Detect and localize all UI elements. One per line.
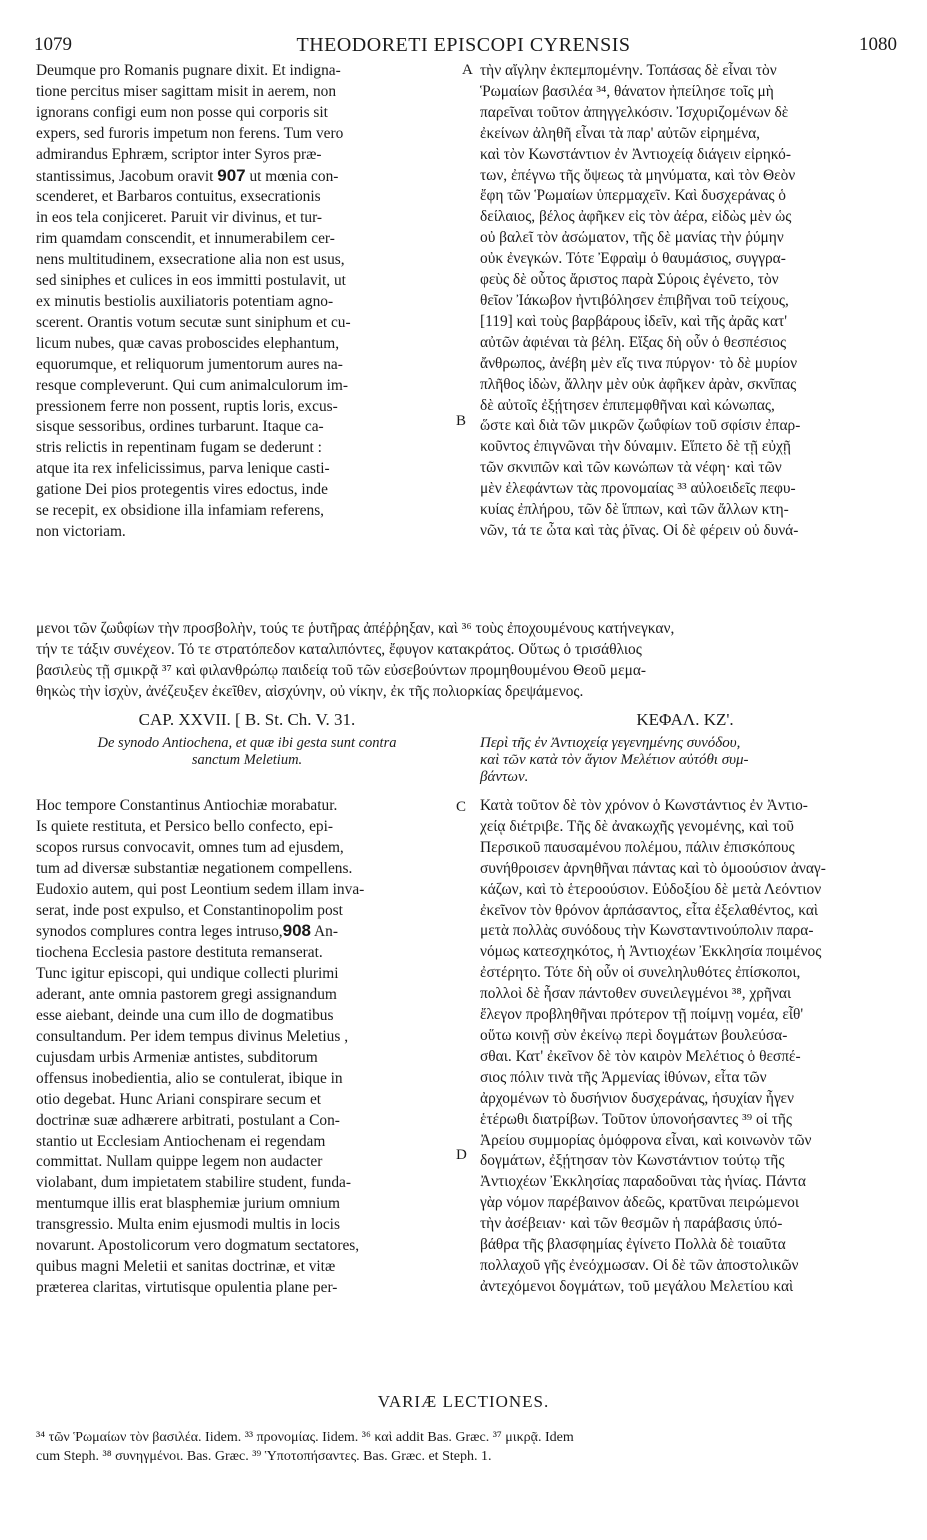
text-line: Κατὰ τοῦτον δὲ τὸν χρόνον ὁ Κωνστάντιος ἐν Ἀντιο- <box>480 797 808 814</box>
text-line: Ἀρείου συμμορίας ὁμόφρονα εἶναι, καὶ κοινωνὸν τῶν <box>480 1131 812 1149</box>
text-line: transgressio. Multa enim ejusmodi multis in locis <box>36 1216 340 1234</box>
text-line: nens multitudinem, exsecratione alia non est usus, <box>36 251 345 269</box>
subtitle-line: καὶ τῶν κατὰ τὸν ἅγιον Μελέτιον αὐτόθι συμ- <box>480 752 749 768</box>
latin-chapter-heading: CAP. XXVII. [ B. St. Ch. V. 31. <box>138 710 356 729</box>
latin-column-bottom <box>36 796 458 1299</box>
text-segment: ut mœnia con- <box>245 167 339 185</box>
text-segment: stantissimus, Jacobum oravit <box>36 167 218 185</box>
text-line: μενοι τῶν ζωΰφίων τὴν προσβολὴν, τούς τε ῥυτῆρας ἀπέῤῥηξαν, καὶ ³⁶ τοὺς ἐποχουμένους κατήνεγκαν, <box>36 620 675 637</box>
text-line: otio degebat. Hunc Ariani conspirare secum et <box>36 1090 322 1108</box>
column-number-marker: 908 <box>282 921 312 941</box>
margin-letter-b: B <box>456 413 467 429</box>
text-line: ἄνθρωπος, ἀνέβη μὲν εἴς τινα πύργον· τὸ δὲ μυρίον <box>480 354 798 372</box>
text-segment: An- <box>311 923 338 941</box>
text-line: Hoc tempore Constantinus Antiochiæ morabatur. <box>36 797 338 814</box>
text-line: tione percitus miser sagittam misit in aerem, non <box>36 82 337 100</box>
subtitle-line: sanctum Meletium. <box>191 752 303 768</box>
text-line: ἔλεγον προβληθῆναι πρότερον τῇ ποίμνῃ νομέα, εἶθ' <box>480 1006 804 1024</box>
text-line: Is quiete restituta, et Persico bello confecto, epi- <box>36 817 334 835</box>
text-line: aderant, ante omnia pastorem gregi assignandum <box>36 986 337 1004</box>
text-line: equorumque, et reliquorum jumentorum aures na- <box>36 355 343 373</box>
text-line: ἑτέρωθι διατρίβων. Τοῦτον ὑπονοήσαντες ³⁹ οἱ τῆς <box>480 1110 792 1128</box>
text-line: βάθρα τῆς βλασφημίας ἐγίνετο Πολλὰ δὲ τοιαῦτα <box>480 1236 786 1254</box>
text-line: μετὰ πολλὰς συνόδους τὴν Κωνσταντινούπολιν παρα- <box>480 922 814 940</box>
text-line: δὲ αὐτοῖς ἐξῄτησεν ἐπιπεμφθῆναι καὶ κώνωπας, <box>480 396 775 414</box>
text-line: σιος πόλιν τινὰ τῆς Ἀρμενίας ἰθύνων, εἶτα τῶν <box>480 1068 767 1086</box>
column-number-marker: 907 <box>217 165 246 185</box>
text-line: καὶ τὸν Κωνστάντιον ἐν Ἀντιοχείᾳ διάγειν εἰρηκό- <box>480 145 792 163</box>
variae-lectiones-notes <box>36 1428 896 1466</box>
text-line: esse aiebant, deinde una cum illo de dogmatibus <box>36 1007 334 1025</box>
text-line: κοῦντος ἐπιγνῶναι τὴν δύναμιν. Εἵπετο δὲ τῇ εὐχῇ <box>480 438 791 456</box>
note-line: ³⁴ τῶν Ῥωμαίων τὸν βασιλέα. Iidem. ³³ προνομίας. Iidem. ³⁶ καὶ addit Bas. Græc. ³⁷ μικρᾷ. Idem <box>36 1430 574 1445</box>
text-line: gatione Dei pios protegentis vires edoctus, inde <box>36 481 328 499</box>
text-line: se recepit, ex obsidione illa infamiam referens, <box>36 502 325 520</box>
text-line: resque compleverunt. Qui cum animalculorum im- <box>36 376 348 394</box>
text-line: παρεῖναι τοῦτον ἀπηγγελκόσιν. Ἰσχυριζομένων δὲ <box>480 103 789 121</box>
text-line: Περσικοῦ παυσαμένου πολέμου, πάλιν ἐπισκόπους <box>480 838 795 856</box>
text-line: novarunt. Apostolicorum vero dogmatum sectatores, <box>36 1237 360 1255</box>
text-line: πολλαχοῦ γῆς ἐνεόχμωσαν. Οἱ δὲ τῶν ἀποστολικῶν <box>480 1256 799 1274</box>
latin-chapter-subtitle <box>36 735 458 769</box>
text-line: præterea claritas, virtutisque opulentia plane per- <box>36 1278 338 1296</box>
text-line: κυίας ἐπλήρου, τῶν δὲ ἵππων, καὶ τῶν ἄλλων κτη- <box>480 501 789 519</box>
text-line: των, ἐπέγνω τῆς ὄψεως τὰ μηνύματα, καὶ τὸν Θεὸν <box>480 166 796 184</box>
page-number-right: 1080 <box>859 34 897 55</box>
text-line: σθαι. Κατ' ἐκεῖνον δὲ τὸν καιρὸν Μελέτιος ὁ θεσπέ- <box>480 1047 801 1065</box>
text-line: Tunc igitur episcopi, qui undique collecti plurimi <box>36 965 339 983</box>
text-line: γὰρ νόμον παρέβαινον ἀδεῶς, κρατῦναι πειρώμενοι <box>480 1194 799 1212</box>
text-line: consultandum. Per idem tempus divinus Meletius , <box>36 1027 349 1045</box>
subtitle-line: βάντων. <box>480 769 529 785</box>
text-line: φεὺς δὲ οὗτος ἄριστος παρὰ Σύροις ἐγένετο, τὸν <box>480 271 779 289</box>
text-line: in eos tela conjiceret. Paruit vir divinus, et tur- <box>36 209 323 227</box>
text-line: ἔφη τῶν Ῥωμαίων ὑπερμαχεῖν. Καὶ δυσχεράνας ὁ <box>480 187 786 205</box>
text-line: Deumque pro Romanis pugnare dixit. Et indigna- <box>36 62 341 79</box>
latin-column-top <box>36 61 458 543</box>
text-line: δείλαιος, βέλος ἀφῆκεν εἰς τὸν ἀέρα, εἰδὼς μὲν ὡς <box>480 208 792 226</box>
text-line-with-marker <box>36 166 458 188</box>
greek-column-bottom <box>480 796 890 1298</box>
text-line: expers, sed furoris impetum non ferens. Tum vero <box>36 124 344 142</box>
text-line: stantio ut Ecclesiam Antiochenam ei regendam <box>36 1132 326 1150</box>
text-line: scerent. Orantis votum secutæ sunt siniphum et cu- <box>36 313 351 331</box>
text-line: Eudoxio autem, qui post Leontium sedem illam inva- <box>36 880 365 898</box>
text-line: rim quamdam conscendit, et innumerabilem cer- <box>36 230 335 248</box>
text-line: θηκὼς τὴν ἰσχὺν, ἀνέζευξεν ἐκεῖθεν, αἰσχύνην, οὐ νίκην, ἐκ τῆς πολιορκίας δρεψάμενος. <box>36 682 584 700</box>
text-line: τῶν σκνιπῶν καὶ τῶν κωνώπων τὰ νέφη· καὶ τῶν <box>480 459 782 477</box>
text-line: violabant, dum impietatem stabilire student, funda- <box>36 1174 352 1192</box>
text-line-with-marker <box>36 921 458 943</box>
text-line: [119] καὶ τοὺς βαρβάρους ἰδεῖν, καὶ τῆς ἀρᾶς κατ' <box>480 312 788 330</box>
text-line: δογμάτων, ἐξῄτησαν τὸν Κωνστάντιον τούτῳ τῆς <box>480 1152 785 1170</box>
subtitle-line: Περὶ τῆς ἐν Ἀντιοχείᾳ γεγενημένης συνόδου, <box>480 735 741 751</box>
text-line: αὐτῶν ἀφιέναι τὰ βέλη. Εἴξας δὴ οὖν ὁ θεσπέσιος <box>480 333 787 351</box>
text-line: sisque sessoribus, ordines turbarunt. Itaque ca- <box>36 418 324 436</box>
page-number-left: 1079 <box>34 34 72 55</box>
text-line: tum ad diversæ substantiæ negationem compellens. <box>36 859 353 877</box>
text-line: Ῥωμαίων βασιλέα ³⁴, θάνατον ἠπείλησε τοῖς μὴ <box>480 82 774 100</box>
text-line: θεῖον Ἰάκωβον ἠντιβόλησεν ἐπιβῆναι τοῦ τείχους, <box>480 291 789 309</box>
text-line: ὥστε καὶ διὰ τῶν μικρῶν ζωΰφίων τοῦ σφίσιν ἐπαρ- <box>480 417 801 435</box>
text-line: νῶν, τά τε ὦτα καὶ τὰς ῥῖνας. Οἱ δὲ φέρειν οὐ δυνά- <box>480 521 799 539</box>
text-line: offensus inobedientia, alio se contulerat, ibique in <box>36 1069 343 1087</box>
text-line: admirandus Ephræm, scriptor inter Syros præ- <box>36 145 322 163</box>
text-line: sed siniphes et culices in eos immitti postulavit, ut <box>36 272 346 290</box>
greek-chapter-heading: ΚΕΦΑΛ. ΚΖ'. <box>636 710 734 729</box>
text-line: τήν τε τάξιν συνέχεον. Τό τε στρατόπεδον καταλιπόντες, ἔφυγον κατακράτος. Οὕτως ὁ τρισάθλιος <box>36 640 642 658</box>
text-line: πλῆθος ἰδὼν, ἄλλην μὲν οὐκ ἀφῆκεν ἀρὰν, σκνῖπας <box>480 375 797 393</box>
text-line: οὐ βαλεῖ τὸν ἀσώματον, τῆς δὲ μανίας τὴν ῥύμην <box>480 229 784 247</box>
margin-letter-a: A <box>462 62 473 78</box>
text-line: scenderet, et Barbaros contuitus, exsecrationis <box>36 188 321 206</box>
text-line: non victoriam. <box>36 522 126 540</box>
text-line: stris relictis in repentinam fugam se dederunt : <box>36 439 322 457</box>
text-line: χείᾳ διέτριβε. Τῆς δὲ ἀνακωχῆς γενομένης, καὶ τοῦ <box>480 817 794 835</box>
text-line: Ἀντιοχέων Ἐκκλησίας παραδοῦναι τὰς ἡνίας. Πάντα <box>480 1173 806 1191</box>
variae-lectiones-heading: VARIÆ LECTIONES. <box>377 1392 550 1411</box>
text-line: νόμως κατεσχηκότος, ἡ Ἀντιοχέων Ἐκκλησία ποιμένος <box>480 943 822 961</box>
text-line: licum nubes, quæ cavas proboscides elephantum, <box>36 334 340 352</box>
note-line: cum Steph. ³⁸ συνηγμένοι. Bas. Græc. ³⁹ Ὑποτοπήσαντες. Bas. Græc. et Steph. 1. <box>36 1449 492 1464</box>
text-line: τὴν ἀσέβειαν· καὶ τῶν θεσμῶν ἡ παράβασις ὑπό- <box>480 1215 783 1233</box>
text-line: οὕτω κοινῇ σὺν ἐκείνῳ περὶ δογμάτων βουλεύσα- <box>480 1026 788 1044</box>
text-line: ἐκεῖνον τὸν θρόνον ἁρπάσαντος, εἶτα ἐξελαθέντος, καὶ <box>480 901 819 919</box>
text-line: ἀντεχόμενοι δογμάτων, τοῦ μεγάλου Μελετίου καὶ <box>480 1277 794 1295</box>
running-title: THEODORETI EPISCOPI CYRENSIS <box>296 34 631 56</box>
text-line: μὲν ἐλεφάντων τὰς προνομαίας ³³ αὐλοειδεῖς πεφυ- <box>480 480 796 498</box>
text-line: ignorans configi eum non posse qui corporis sit <box>36 103 328 121</box>
text-line: quibus magni Meletii et sanitas doctrinæ, et vitæ <box>36 1257 336 1275</box>
text-line: doctrinæ suæ adhærere arbitrati, postulant a Con- <box>36 1111 340 1129</box>
text-line: atque ita rex infelicissimus, parva lenique casti- <box>36 460 330 478</box>
text-line: mentumque illis erat blasphemiæ jurium omnium <box>36 1195 340 1213</box>
text-line: βασιλεὺς τῇ σμικρᾷ ³⁷ καὶ φιλανθρώπῳ παιδείᾳ τοῦ τῶν εὐσεβούντων προμηθουμένου Θεοῦ μεμα- <box>36 661 647 679</box>
text-line: tiochena Ecclesia pastore destituta remanserat. <box>36 944 323 962</box>
text-segment: synodos complures contra leges intruso, <box>36 923 283 941</box>
text-line: ex minutis bestiolis auxiliatoris potentiam agno- <box>36 292 334 310</box>
text-line: ἐστέρητο. Τότε δὴ οὖν οἱ συνεληλυθότες ἐπίσκοποι, <box>480 964 801 982</box>
text-line: committat. Nullam quippe legem non audacter <box>36 1153 323 1171</box>
margin-letter-c: C <box>456 799 467 815</box>
greek-chapter-subtitle <box>480 735 890 786</box>
greek-full-width-continuation <box>36 619 890 703</box>
text-line: ἀρχομένων τὸ δυσήνιον δυσχεράνας, ἡσυχίαν ἦγεν <box>480 1089 794 1107</box>
text-line: cujusdam urbis Armeniæ antistes, subditorum <box>36 1048 318 1066</box>
text-line: pressionem ferre non possent, ruptis loris, excus- <box>36 397 338 415</box>
text-line: ἐκείνων ἀληθῆ εἶναι τὰ παρ' αὐτῶν εἰρημένα, <box>480 124 760 142</box>
text-line: πολλοὶ δὲ ἦσαν πάντοθεν συνειλεγμένοι ³⁸, χρῆναι <box>480 985 792 1003</box>
text-line: οὐκ ἐνεγκών. Τότε Ἐφραὶμ ὁ θαυμάσιος, συγγρα- <box>480 250 786 268</box>
text-line: scopos rursus convocavit, omnes tum ad ejusdem, <box>36 838 344 856</box>
text-line: συνήθροισεν ἀρνηθῆναι πάντας καὶ τὸ ὁμοούσιον ἀναγ- <box>480 859 826 877</box>
text-line: serat, inde post expulso, et Constantinopolim post <box>36 901 343 919</box>
text-line: τὴν αἴγλην ἐκπεμπομένην. Τοπάσας δὲ εἶναι τὸν <box>480 62 777 79</box>
text-line: κάζων, καὶ τὸ ἑτεροούσιον. Εὐδοξίου δὲ μετὰ Λεόντιον <box>480 880 822 898</box>
greek-column-top <box>480 61 890 542</box>
subtitle-line: De synodo Antiochena, et quæ ibi gesta sunt contra <box>97 735 397 751</box>
margin-letter-d: D <box>456 1147 467 1163</box>
page-header <box>0 34 927 64</box>
